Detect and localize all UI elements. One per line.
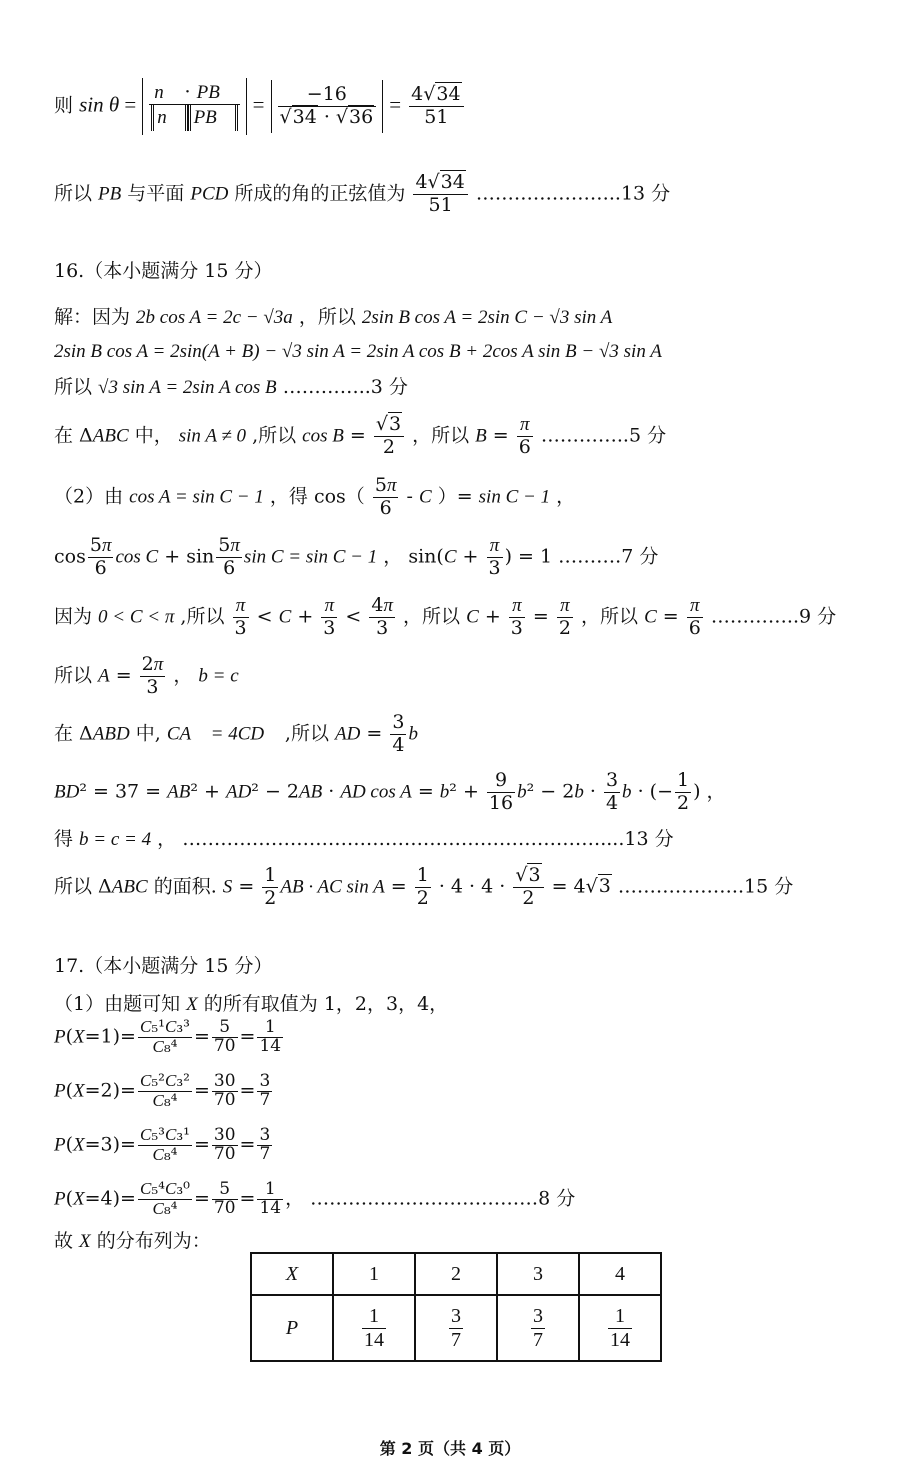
line-q16-2: 2sin B cos A = 2sin(A + B) − √3 sin A = 2sin A cos B + 2cos A sin B − √3 sin A: [54, 341, 662, 362]
line-q16-10: BD² = 37 = AB² + AD² − 2AB · AD cos A = b² + $\frac{9}{16}$ b² − 2b · $\frac{3}{4}$ b · (− $\frac{1}{2}$ ) ，: [54, 769, 726, 814]
line-q17-2: 故 X 的分布列为：: [54, 1230, 211, 1252]
line-q17-p3: P(X=3)= $\frac{\text{C₅³C₃¹}}{\text{C₈⁴}}$ = $\frac{30}{70}$ = $\frac{3}{7}$: [54, 1125, 271, 1165]
table-cell: P: [251, 1295, 333, 1361]
table-cell: $\frac{3}{7}$: [415, 1295, 497, 1361]
line-q17-p1: P(X=1)= $\frac{\text{C₅¹C₃³}}{\text{C₈⁴}}$ = $\frac{5}{70}$ = $\frac{1}{14}$: [54, 1017, 282, 1057]
heading-q16: 16.（本小题满分 15 分）: [54, 260, 273, 282]
line-q16-5: （2）由 cos A = sin C − 1 ，得 cos（ $\frac{5\pi}{6}$ - C ）= sin C − 1 ，: [54, 474, 576, 519]
line-q16-4: 在 ΔABC 中， sin A ≠ 0 ,所以 cos B = $\frac{√3}{2}$ ，所以 B = $\frac{\pi}{6}$ …………..5 分: [54, 413, 667, 458]
line-q16-12: 所以 ΔABC 的面积. S = $\frac{1}{2}$ AB · AC sin A = $\frac{1}{2}$ · 4 · 4 · $\frac{√3}{2}$ = 4√3 ………………..15 分: [54, 864, 794, 909]
line-q16-6: cos $\frac{5\pi}{6}$ cos C + sin $\frac{5\pi}{6}$ sin C = sin C − 1 ， sin(C + $\frac{\pi}{3}$ ) = 1 ……….7 分: [54, 534, 659, 579]
line-sin-theta: 则 sin θ = $\frac{n⃗ \cdot PB⃗}{n⃗ PB⃗}$ = $\frac{-16}{√34 \cdot √36}$ = $\frac{4√34}{51}$: [54, 78, 466, 135]
table-cell: 3: [497, 1253, 579, 1295]
table-cell: 4: [579, 1253, 661, 1295]
page-footer: 第 2 页（共 4 页）: [379, 1439, 521, 1458]
line-q17-p2: P(X=2)= $\frac{\text{C₅²C₃²}}{\text{C₈⁴}}$ = $\frac{30}{70}$ = $\frac{3}{7}$: [54, 1071, 271, 1111]
table-cell: $\frac{1}{14}$: [579, 1295, 661, 1361]
table-cell: $\frac{1}{14}$: [333, 1295, 415, 1361]
line-q16-8: 所以 A = $\frac{2\pi}{3}$ ， b = c: [54, 653, 239, 698]
table-cell: 1: [333, 1253, 415, 1295]
line-q16-7: 因为 0 < C < π ,所以 $\frac{\pi}{3}$ < C + $\frac{\pi}{3}$ < $\frac{4\pi}{3}$ ，所以 C + $\frac{\pi}{3}$ = $\frac{\pi}{2}$ ，所以 C = $\frac{\pi}{6}$ …………..9 分: [54, 594, 837, 639]
line-q16-11: 得 b = c = 4 ， …………………………………………………………....13 分: [54, 828, 674, 850]
line-conclusion-pb: 所以 PB 与平面 PCD 所成的角的正弦值为 $\frac{4√34}{51}$ …………………..13 分: [54, 171, 671, 216]
line-q16-3: 所以 √3 sin A = 2sin A cos B …………..3 分: [54, 376, 408, 398]
table-cell: 2: [415, 1253, 497, 1295]
table-cell: X: [251, 1253, 333, 1295]
line-q17-p4: P(X=4)= $\frac{\text{C₅⁴C₃⁰}}{\text{C₈⁴}}$ = $\frac{5}{70}$ = $\frac{1}{14}$ ， ………………………………8 分: [54, 1179, 576, 1219]
table-cell: $\frac{3}{7}$: [497, 1295, 579, 1361]
line-q16-9: 在 ΔABD 中, CA⃗ = 4CD⃗ ,所以 AD = $\frac{3}{4}$ b: [54, 711, 418, 756]
line-q17-1: （1）由题可知 X 的所有取值为 1，2，3，4，: [54, 993, 449, 1015]
table-row: [251, 1253, 661, 1295]
heading-q17: 17.（本小题满分 15 分）: [54, 955, 273, 977]
line-q16-1: 解：因为 2b cos A = 2c − √3a ，所以 2sin B cos A = 2sin C − √3 sin A: [54, 306, 613, 328]
distribution-table: [250, 1252, 662, 1362]
table-row: [251, 1295, 661, 1361]
